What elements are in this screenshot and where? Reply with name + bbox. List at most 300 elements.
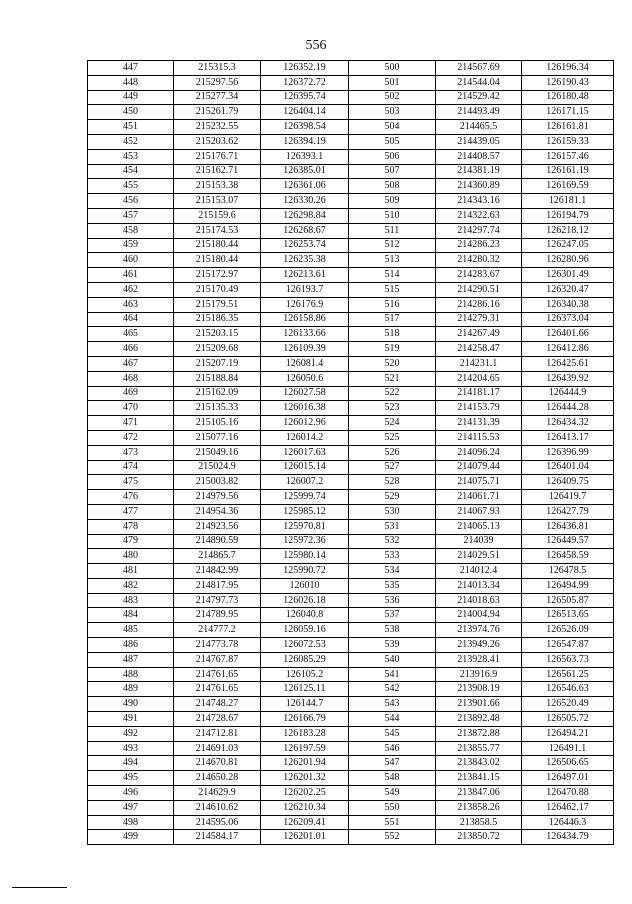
point-number-left: 466 [88, 342, 174, 357]
x-coordinate-left: 215277.34 [174, 90, 261, 105]
y-coordinate-right: 126478.5 [522, 564, 614, 579]
table-row [88, 460, 614, 475]
coordinates-table [87, 60, 614, 845]
table-row [88, 253, 614, 268]
x-coordinate-left: 215105.16 [174, 416, 261, 431]
table-row [88, 771, 614, 786]
x-coordinate-left: 214777.2 [174, 623, 261, 638]
x-coordinate-left: 215135.33 [174, 401, 261, 416]
x-coordinate-right: 213949.26 [436, 638, 522, 653]
y-coordinate-left: 126085.29 [261, 652, 349, 667]
point-number-right: 549 [349, 786, 436, 801]
x-coordinate-right: 214096.24 [436, 445, 522, 460]
table-row [88, 682, 614, 697]
table-row [88, 815, 614, 830]
y-coordinate-left: 125972.36 [261, 534, 349, 549]
x-coordinate-left: 214584.17 [174, 830, 261, 845]
y-coordinate-left: 126193.7 [261, 282, 349, 297]
x-coordinate-right: 214029.51 [436, 549, 522, 564]
y-coordinate-left: 125980.14 [261, 549, 349, 564]
table-row [88, 652, 614, 667]
point-number-left: 486 [88, 638, 174, 653]
x-coordinate-right: 214360.89 [436, 179, 522, 194]
table-row [88, 608, 614, 623]
point-number-right: 532 [349, 534, 436, 549]
y-coordinate-right: 126494.21 [522, 726, 614, 741]
footnote-divider [12, 887, 67, 888]
point-number-left: 459 [88, 238, 174, 253]
table-row [88, 490, 614, 505]
point-number-right: 550 [349, 800, 436, 815]
x-coordinate-left: 215176.71 [174, 149, 261, 164]
x-coordinate-right: 213892.48 [436, 712, 522, 727]
y-coordinate-right: 126412.86 [522, 342, 614, 357]
x-coordinate-left: 214842.99 [174, 564, 261, 579]
y-coordinate-left: 126213.61 [261, 268, 349, 283]
x-coordinate-right: 214013.34 [436, 578, 522, 593]
x-coordinate-right: 213850.72 [436, 830, 522, 845]
point-number-right: 522 [349, 386, 436, 401]
y-coordinate-left: 126372.72 [261, 75, 349, 90]
table-row [88, 534, 614, 549]
y-coordinate-left: 126040.8 [261, 608, 349, 623]
table-row [88, 386, 614, 401]
y-coordinate-left: 126385.01 [261, 164, 349, 179]
table-row [88, 638, 614, 653]
point-number-right: 536 [349, 593, 436, 608]
point-number-left: 460 [88, 253, 174, 268]
y-coordinate-right: 126449.57 [522, 534, 614, 549]
point-number-left: 475 [88, 475, 174, 490]
x-coordinate-left: 214797.73 [174, 593, 261, 608]
x-coordinate-right: 213901.66 [436, 697, 522, 712]
y-coordinate-right: 126159.33 [522, 134, 614, 149]
y-coordinate-left: 126183.28 [261, 726, 349, 741]
table-row [88, 475, 614, 490]
x-coordinate-right: 213858.5 [436, 815, 522, 830]
point-number-left: 494 [88, 756, 174, 771]
point-number-right: 530 [349, 504, 436, 519]
x-coordinate-right: 214115.53 [436, 430, 522, 445]
y-coordinate-left: 126012.96 [261, 416, 349, 431]
y-coordinate-left: 126330.26 [261, 194, 349, 209]
x-coordinate-right: 214039 [436, 534, 522, 549]
x-coordinate-right: 214493.49 [436, 105, 522, 120]
x-coordinate-left: 215209.68 [174, 342, 261, 357]
table-row [88, 371, 614, 386]
x-coordinate-left: 214767.87 [174, 652, 261, 667]
y-coordinate-left: 125970.81 [261, 519, 349, 534]
y-coordinate-left: 126201.94 [261, 756, 349, 771]
point-number-left: 457 [88, 208, 174, 223]
x-coordinate-left: 214691.03 [174, 741, 261, 756]
y-coordinate-right: 126196.34 [522, 61, 614, 76]
point-number-left: 479 [88, 534, 174, 549]
y-coordinate-left: 126404.14 [261, 105, 349, 120]
point-number-right: 543 [349, 697, 436, 712]
x-coordinate-right: 214343.16 [436, 194, 522, 209]
y-coordinate-right: 126439.92 [522, 371, 614, 386]
y-coordinate-left: 126352.19 [261, 61, 349, 76]
point-number-left: 472 [88, 430, 174, 445]
point-number-left: 447 [88, 61, 174, 76]
table-row [88, 756, 614, 771]
table-row [88, 445, 614, 460]
point-number-right: 504 [349, 120, 436, 135]
y-coordinate-right: 126340.38 [522, 297, 614, 312]
y-coordinate-right: 126546.63 [522, 682, 614, 697]
x-coordinate-left: 215180.44 [174, 253, 261, 268]
x-coordinate-left: 214670.81 [174, 756, 261, 771]
y-coordinate-left: 126209.41 [261, 815, 349, 830]
x-coordinate-right: 213928.41 [436, 652, 522, 667]
table-row [88, 519, 614, 534]
table-row [88, 312, 614, 327]
y-coordinate-left: 126393.1 [261, 149, 349, 164]
y-coordinate-right: 126301.49 [522, 268, 614, 283]
point-number-right: 505 [349, 134, 436, 149]
x-coordinate-right: 214012.4 [436, 564, 522, 579]
y-coordinate-left: 126298.84 [261, 208, 349, 223]
y-coordinate-left: 126158.86 [261, 312, 349, 327]
y-coordinate-right: 126157.46 [522, 149, 614, 164]
y-coordinate-left: 126197.59 [261, 741, 349, 756]
point-number-left: 461 [88, 268, 174, 283]
table-row [88, 208, 614, 223]
point-number-right: 542 [349, 682, 436, 697]
y-coordinate-right: 126526.09 [522, 623, 614, 638]
y-coordinate-left: 126144.7 [261, 697, 349, 712]
y-coordinate-right: 126401.04 [522, 460, 614, 475]
y-coordinate-right: 126563.73 [522, 652, 614, 667]
point-number-right: 517 [349, 312, 436, 327]
y-coordinate-right: 126444.28 [522, 401, 614, 416]
y-coordinate-left: 126202.25 [261, 786, 349, 801]
point-number-left: 473 [88, 445, 174, 460]
y-coordinate-left: 125990.72 [261, 564, 349, 579]
point-number-left: 480 [88, 549, 174, 564]
x-coordinate-right: 214067.93 [436, 504, 522, 519]
table-row [88, 697, 614, 712]
point-number-right: 539 [349, 638, 436, 653]
y-coordinate-right: 126513.65 [522, 608, 614, 623]
table-row [88, 593, 614, 608]
table-row [88, 164, 614, 179]
x-coordinate-right: 213908.19 [436, 682, 522, 697]
point-number-right: 513 [349, 253, 436, 268]
y-coordinate-left: 126395.74 [261, 90, 349, 105]
point-number-left: 482 [88, 578, 174, 593]
point-number-left: 456 [88, 194, 174, 209]
point-number-right: 523 [349, 401, 436, 416]
y-coordinate-left: 126235.38 [261, 253, 349, 268]
table-row [88, 194, 614, 209]
y-coordinate-right: 126506.65 [522, 756, 614, 771]
y-coordinate-right: 126413.17 [522, 430, 614, 445]
x-coordinate-right: 213858.26 [436, 800, 522, 815]
table-row [88, 401, 614, 416]
x-coordinate-right: 214061.71 [436, 490, 522, 505]
x-coordinate-left: 215170.49 [174, 282, 261, 297]
x-coordinate-left: 214650.28 [174, 771, 261, 786]
x-coordinate-right: 214529.42 [436, 90, 522, 105]
y-coordinate-right: 126190.43 [522, 75, 614, 90]
y-coordinate-right: 126427.79 [522, 504, 614, 519]
point-number-left: 495 [88, 771, 174, 786]
x-coordinate-right: 214153.79 [436, 401, 522, 416]
point-number-left: 484 [88, 608, 174, 623]
x-coordinate-left: 215179.51 [174, 297, 261, 312]
y-coordinate-left: 126201.32 [261, 771, 349, 786]
point-number-right: 538 [349, 623, 436, 638]
x-coordinate-left: 215162.71 [174, 164, 261, 179]
x-coordinate-left: 214728.67 [174, 712, 261, 727]
point-number-right: 534 [349, 564, 436, 579]
y-coordinate-left: 126014.2 [261, 430, 349, 445]
y-coordinate-left: 126166.79 [261, 712, 349, 727]
y-coordinate-right: 126491.1 [522, 741, 614, 756]
y-coordinate-right: 126434.32 [522, 416, 614, 431]
y-coordinate-right: 126171.15 [522, 105, 614, 120]
y-coordinate-left: 126072.53 [261, 638, 349, 653]
x-coordinate-right: 214018.63 [436, 593, 522, 608]
point-number-left: 462 [88, 282, 174, 297]
x-coordinate-left: 214761.65 [174, 682, 261, 697]
x-coordinate-right: 214181.17 [436, 386, 522, 401]
x-coordinate-right: 214283.67 [436, 268, 522, 283]
point-number-left: 485 [88, 623, 174, 638]
table-row [88, 564, 614, 579]
point-number-right: 547 [349, 756, 436, 771]
x-coordinate-left: 214890.59 [174, 534, 261, 549]
x-coordinate-right: 214381.19 [436, 164, 522, 179]
y-coordinate-left: 126007.2 [261, 475, 349, 490]
x-coordinate-right: 213843.02 [436, 756, 522, 771]
point-number-left: 493 [88, 741, 174, 756]
y-coordinate-right: 126161.81 [522, 120, 614, 135]
table-row [88, 741, 614, 756]
point-number-right: 512 [349, 238, 436, 253]
point-number-left: 496 [88, 786, 174, 801]
y-coordinate-left: 126133.66 [261, 327, 349, 342]
y-coordinate-left: 126125.11 [261, 682, 349, 697]
y-coordinate-left: 126027.58 [261, 386, 349, 401]
x-coordinate-right: 213847.06 [436, 786, 522, 801]
point-number-left: 458 [88, 223, 174, 238]
y-coordinate-right: 126401.66 [522, 327, 614, 342]
point-number-right: 508 [349, 179, 436, 194]
point-number-right: 501 [349, 75, 436, 90]
point-number-right: 514 [349, 268, 436, 283]
table-row [88, 90, 614, 105]
x-coordinate-left: 214789.95 [174, 608, 261, 623]
x-coordinate-right: 214267.49 [436, 327, 522, 342]
x-coordinate-left: 215188.84 [174, 371, 261, 386]
y-coordinate-right: 126396.99 [522, 445, 614, 460]
point-number-right: 531 [349, 519, 436, 534]
x-coordinate-left: 214979.56 [174, 490, 261, 505]
point-number-left: 478 [88, 519, 174, 534]
point-number-right: 545 [349, 726, 436, 741]
point-number-right: 507 [349, 164, 436, 179]
point-number-left: 467 [88, 356, 174, 371]
x-coordinate-right: 214279.31 [436, 312, 522, 327]
page-number: 556 [305, 38, 327, 53]
x-coordinate-right: 214231.1 [436, 356, 522, 371]
x-coordinate-left: 214954.36 [174, 504, 261, 519]
y-coordinate-right: 126462.17 [522, 800, 614, 815]
x-coordinate-right: 214065.13 [436, 519, 522, 534]
y-coordinate-right: 126561.25 [522, 667, 614, 682]
y-coordinate-left: 126361.06 [261, 179, 349, 194]
y-coordinate-left: 126176.9 [261, 297, 349, 312]
y-coordinate-right: 126425.61 [522, 356, 614, 371]
y-coordinate-right: 126181.1 [522, 194, 614, 209]
y-coordinate-right: 126409.75 [522, 475, 614, 490]
point-number-left: 469 [88, 386, 174, 401]
y-coordinate-left: 126016.38 [261, 401, 349, 416]
x-coordinate-left: 215172.97 [174, 268, 261, 283]
table-row [88, 800, 614, 815]
point-number-right: 519 [349, 342, 436, 357]
x-coordinate-left: 215315.3 [174, 61, 261, 76]
point-number-right: 528 [349, 475, 436, 490]
x-coordinate-left: 215180.44 [174, 238, 261, 253]
x-coordinate-left: 215077.16 [174, 430, 261, 445]
x-coordinate-left: 215207.19 [174, 356, 261, 371]
y-coordinate-right: 126161.19 [522, 164, 614, 179]
table-row [88, 342, 614, 357]
table-row [88, 75, 614, 90]
point-number-right: 529 [349, 490, 436, 505]
table-row [88, 623, 614, 638]
table-row [88, 726, 614, 741]
table-row [88, 430, 614, 445]
y-coordinate-right: 126470.88 [522, 786, 614, 801]
y-coordinate-right: 126419.7 [522, 490, 614, 505]
x-coordinate-left: 215203.62 [174, 134, 261, 149]
y-coordinate-left: 126268.67 [261, 223, 349, 238]
point-number-left: 488 [88, 667, 174, 682]
y-coordinate-right: 126497.01 [522, 771, 614, 786]
table-row [88, 268, 614, 283]
table-row [88, 149, 614, 164]
point-number-right: 537 [349, 608, 436, 623]
point-number-right: 548 [349, 771, 436, 786]
x-coordinate-left: 214865.7 [174, 549, 261, 564]
point-number-left: 463 [88, 297, 174, 312]
point-number-right: 544 [349, 712, 436, 727]
x-coordinate-right: 214544.04 [436, 75, 522, 90]
point-number-right: 552 [349, 830, 436, 845]
point-number-left: 453 [88, 149, 174, 164]
point-number-left: 476 [88, 490, 174, 505]
table-row [88, 297, 614, 312]
point-number-left: 454 [88, 164, 174, 179]
x-coordinate-right: 214079.44 [436, 460, 522, 475]
y-coordinate-right: 126520.49 [522, 697, 614, 712]
x-coordinate-left: 214595.06 [174, 815, 261, 830]
x-coordinate-right: 214465.5 [436, 120, 522, 135]
y-coordinate-right: 126247.05 [522, 238, 614, 253]
y-coordinate-right: 126436.81 [522, 519, 614, 534]
point-number-left: 471 [88, 416, 174, 431]
point-number-left: 468 [88, 371, 174, 386]
x-coordinate-left: 215261.79 [174, 105, 261, 120]
y-coordinate-left: 126210.34 [261, 800, 349, 815]
table-row [88, 179, 614, 194]
point-number-left: 464 [88, 312, 174, 327]
x-coordinate-right: 214204.65 [436, 371, 522, 386]
table-row [88, 578, 614, 593]
table-row [88, 134, 614, 149]
table-row [88, 786, 614, 801]
y-coordinate-left: 126026.18 [261, 593, 349, 608]
point-number-left: 491 [88, 712, 174, 727]
y-coordinate-right: 126180.48 [522, 90, 614, 105]
table-row [88, 712, 614, 727]
table-row [88, 223, 614, 238]
table-row [88, 667, 614, 682]
x-coordinate-right: 214567.69 [436, 61, 522, 76]
table-row [88, 282, 614, 297]
x-coordinate-left: 214817.95 [174, 578, 261, 593]
point-number-right: 516 [349, 297, 436, 312]
point-number-right: 521 [349, 371, 436, 386]
x-coordinate-right: 213841.15 [436, 771, 522, 786]
point-number-right: 525 [349, 430, 436, 445]
y-coordinate-left: 125999.74 [261, 490, 349, 505]
point-number-right: 506 [349, 149, 436, 164]
y-coordinate-right: 126320.47 [522, 282, 614, 297]
y-coordinate-right: 126446.3 [522, 815, 614, 830]
x-coordinate-left: 215003.82 [174, 475, 261, 490]
coordinates-table-body [88, 61, 614, 845]
point-number-left: 452 [88, 134, 174, 149]
x-coordinate-right: 214286.16 [436, 297, 522, 312]
y-coordinate-left: 125985.12 [261, 504, 349, 519]
x-coordinate-left: 214629.9 [174, 786, 261, 801]
x-coordinate-right: 214290.51 [436, 282, 522, 297]
y-coordinate-left: 126394.19 [261, 134, 349, 149]
table-row [88, 416, 614, 431]
point-number-right: 503 [349, 105, 436, 120]
x-coordinate-left: 215049.16 [174, 445, 261, 460]
y-coordinate-left: 126081.4 [261, 356, 349, 371]
point-number-left: 489 [88, 682, 174, 697]
y-coordinate-left: 126017.63 [261, 445, 349, 460]
x-coordinate-right: 213872.88 [436, 726, 522, 741]
table-row [88, 105, 614, 120]
y-coordinate-right: 126494.99 [522, 578, 614, 593]
y-coordinate-right: 126169.59 [522, 179, 614, 194]
point-number-right: 527 [349, 460, 436, 475]
point-number-left: 481 [88, 564, 174, 579]
point-number-left: 498 [88, 815, 174, 830]
point-number-right: 520 [349, 356, 436, 371]
y-coordinate-right: 126373.04 [522, 312, 614, 327]
y-coordinate-left: 126059.16 [261, 623, 349, 638]
point-number-left: 449 [88, 90, 174, 105]
y-coordinate-left: 126105.2 [261, 667, 349, 682]
y-coordinate-left: 126109.39 [261, 342, 349, 357]
point-number-right: 546 [349, 741, 436, 756]
x-coordinate-right: 213855.77 [436, 741, 522, 756]
y-coordinate-right: 126444.9 [522, 386, 614, 401]
x-coordinate-left: 215203.15 [174, 327, 261, 342]
y-coordinate-left: 126015.14 [261, 460, 349, 475]
y-coordinate-right: 126547.87 [522, 638, 614, 653]
